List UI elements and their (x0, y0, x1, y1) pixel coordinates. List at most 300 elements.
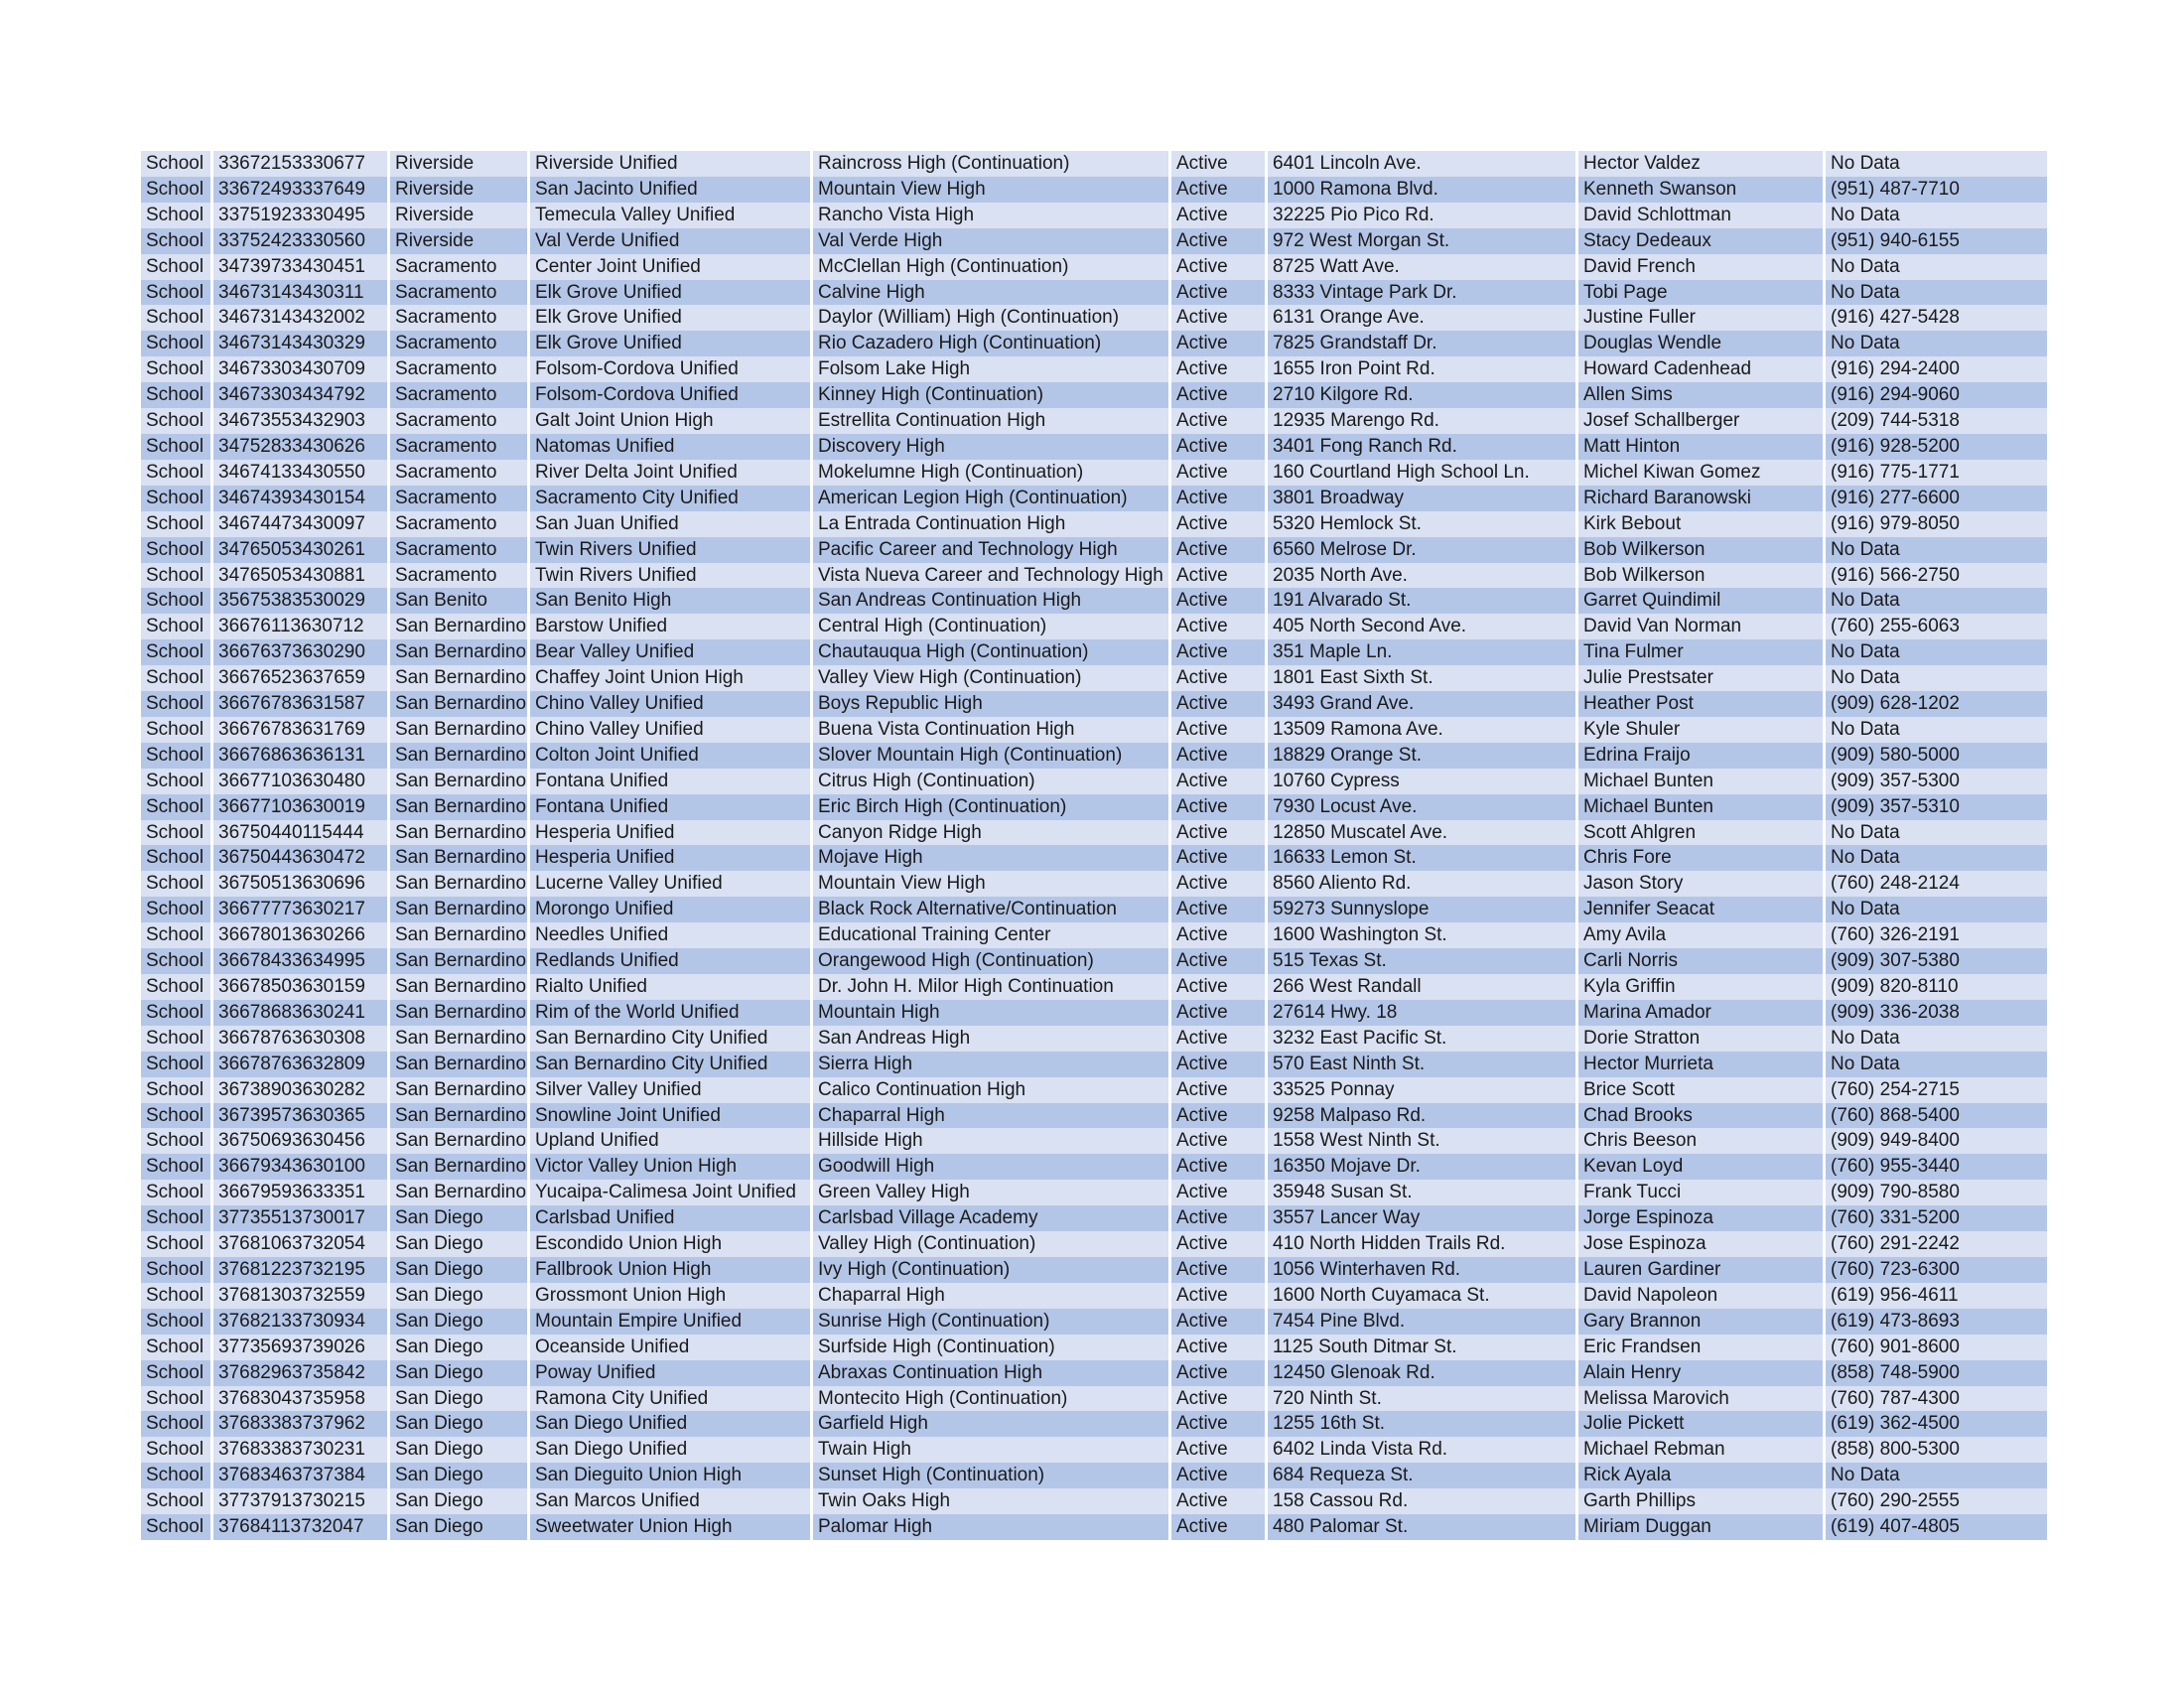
table-row (141, 486, 2047, 511)
contact-name-cell: Rick Ayala (1578, 1463, 1823, 1488)
code-cell: 37684113732047 (213, 1514, 387, 1540)
street-address-cell: 6401 Lincoln Ave. (1268, 151, 1575, 177)
contact-name-cell: Allen Sims (1578, 382, 1823, 408)
school-name-cell: Educational Training Center (813, 922, 1168, 948)
county-cell: San Bernardino (390, 974, 527, 1000)
district-cell: Sacramento City Unified (530, 486, 810, 511)
phone-cell: (619) 407-4805 (1826, 1514, 2047, 1540)
county-cell: San Bernardino (390, 871, 527, 897)
county-cell: San Bernardino (390, 1154, 527, 1180)
type-cell: School (141, 1514, 210, 1540)
status-cell: Active (1171, 177, 1265, 203)
status-cell: Active (1171, 331, 1265, 356)
code-cell: 36677773630217 (213, 897, 387, 922)
street-address-cell: 1000 Ramona Blvd. (1268, 177, 1575, 203)
code-cell: 34765053430881 (213, 563, 387, 589)
type-cell: School (141, 434, 210, 460)
type-cell: School (141, 639, 210, 665)
phone-cell: No Data (1826, 280, 2047, 306)
district-cell: Grossmont Union High (530, 1283, 810, 1309)
code-cell: 36676863636131 (213, 743, 387, 769)
street-address-cell: 405 North Second Ave. (1268, 614, 1575, 639)
street-address-cell: 1801 East Sixth St. (1268, 665, 1575, 691)
status-cell: Active (1171, 614, 1265, 639)
phone-cell: No Data (1826, 1463, 2047, 1488)
status-cell: Active (1171, 1077, 1265, 1103)
code-cell: 34673143430311 (213, 280, 387, 306)
status-cell: Active (1171, 845, 1265, 871)
county-cell: San Diego (390, 1488, 527, 1514)
code-cell: 36678013630266 (213, 922, 387, 948)
status-cell: Active (1171, 1437, 1265, 1463)
code-cell: 36678763632809 (213, 1052, 387, 1077)
county-cell: San Diego (390, 1463, 527, 1488)
contact-name-cell: Matt Hinton (1578, 434, 1823, 460)
street-address-cell: 3801 Broadway (1268, 486, 1575, 511)
district-cell: Rim of the World Unified (530, 1000, 810, 1026)
street-address-cell: 13509 Ramona Ave. (1268, 717, 1575, 743)
code-cell: 36750443630472 (213, 845, 387, 871)
school-name-cell: Mountain High (813, 1000, 1168, 1026)
status-cell: Active (1171, 1514, 1265, 1540)
contact-name-cell: Jose Espinoza (1578, 1231, 1823, 1257)
county-cell: Sacramento (390, 537, 527, 563)
type-cell: School (141, 177, 210, 203)
street-address-cell: 515 Texas St. (1268, 948, 1575, 974)
contact-name-cell: Gary Brannon (1578, 1309, 1823, 1335)
street-address-cell: 6402 Linda Vista Rd. (1268, 1437, 1575, 1463)
school-name-cell: Eric Birch High (Continuation) (813, 794, 1168, 820)
code-cell: 34673143432002 (213, 305, 387, 331)
status-cell: Active (1171, 563, 1265, 589)
contact-name-cell: Chris Fore (1578, 845, 1823, 871)
county-cell: San Bernardino (390, 845, 527, 871)
phone-cell: No Data (1826, 820, 2047, 846)
school-name-cell: Surfside High (Continuation) (813, 1335, 1168, 1360)
district-cell: Twin Rivers Unified (530, 563, 810, 589)
phone-cell: (916) 775-1771 (1826, 460, 2047, 486)
contact-name-cell: Michael Rebman (1578, 1437, 1823, 1463)
code-cell: 34673303430709 (213, 356, 387, 382)
table-row (141, 922, 2047, 948)
school-name-cell: San Andreas High (813, 1026, 1168, 1052)
contact-name-cell: Kevan Loyd (1578, 1154, 1823, 1180)
table-row (141, 1231, 2047, 1257)
county-cell: San Bernardino (390, 1180, 527, 1205)
status-cell: Active (1171, 1463, 1265, 1488)
code-cell: 36739573630365 (213, 1103, 387, 1129)
contact-name-cell: Brice Scott (1578, 1077, 1823, 1103)
table-row (141, 974, 2047, 1000)
county-cell: San Bernardino (390, 1128, 527, 1154)
code-cell: 34752833430626 (213, 434, 387, 460)
contact-name-cell: Jennifer Seacat (1578, 897, 1823, 922)
status-cell: Active (1171, 486, 1265, 511)
table-row (141, 897, 2047, 922)
phone-cell: (760) 254-2715 (1826, 1077, 2047, 1103)
contact-name-cell: Howard Cadenhead (1578, 356, 1823, 382)
status-cell: Active (1171, 1360, 1265, 1386)
county-cell: San Bernardino (390, 769, 527, 794)
table-row (141, 948, 2047, 974)
table-row (141, 1103, 2047, 1129)
code-cell: 37683463737384 (213, 1463, 387, 1488)
street-address-cell: 7825 Grandstaff Dr. (1268, 331, 1575, 356)
street-address-cell: 27614 Hwy. 18 (1268, 1000, 1575, 1026)
type-cell: School (141, 1488, 210, 1514)
phone-cell: No Data (1826, 1052, 2047, 1077)
type-cell: School (141, 665, 210, 691)
district-cell: Natomas Unified (530, 434, 810, 460)
type-cell: School (141, 897, 210, 922)
table-row (141, 1128, 2047, 1154)
phone-cell: (619) 473-8693 (1826, 1309, 2047, 1335)
street-address-cell: 16633 Lemon St. (1268, 845, 1575, 871)
status-cell: Active (1171, 1335, 1265, 1360)
phone-cell: (760) 255-6063 (1826, 614, 2047, 639)
county-cell: Sacramento (390, 356, 527, 382)
code-cell: 36676523637659 (213, 665, 387, 691)
contact-name-cell: Melissa Marovich (1578, 1386, 1823, 1412)
county-cell: Sacramento (390, 511, 527, 537)
code-cell: 34673143430329 (213, 331, 387, 356)
phone-cell: (951) 940-6155 (1826, 228, 2047, 254)
street-address-cell: 480 Palomar St. (1268, 1514, 1575, 1540)
type-cell: School (141, 305, 210, 331)
street-address-cell: 6560 Melrose Dr. (1268, 537, 1575, 563)
table-row (141, 511, 2047, 537)
contact-name-cell: Hector Valdez (1578, 151, 1823, 177)
school-name-cell: Val Verde High (813, 228, 1168, 254)
phone-cell: (760) 787-4300 (1826, 1386, 2047, 1412)
table-row (141, 820, 2047, 846)
district-cell: Poway Unified (530, 1360, 810, 1386)
table-row (141, 743, 2047, 769)
phone-cell: (909) 628-1202 (1826, 691, 2047, 717)
table-row (141, 1026, 2047, 1052)
code-cell: 34739733430451 (213, 254, 387, 280)
street-address-cell: 12935 Marengo Rd. (1268, 408, 1575, 434)
contact-name-cell: Chris Beeson (1578, 1128, 1823, 1154)
district-cell: San Benito High (530, 588, 810, 614)
school-name-cell: Boys Republic High (813, 691, 1168, 717)
status-cell: Active (1171, 769, 1265, 794)
school-name-cell: San Andreas Continuation High (813, 588, 1168, 614)
table-row (141, 563, 2047, 589)
county-cell: San Bernardino (390, 665, 527, 691)
county-cell: Riverside (390, 177, 527, 203)
contact-name-cell: Marina Amador (1578, 1000, 1823, 1026)
status-cell: Active (1171, 691, 1265, 717)
phone-cell: (619) 956-4611 (1826, 1283, 2047, 1309)
phone-cell: No Data (1826, 845, 2047, 871)
code-cell: 34673553432903 (213, 408, 387, 434)
type-cell: School (141, 331, 210, 356)
status-cell: Active (1171, 151, 1265, 177)
code-cell: 33672493337649 (213, 177, 387, 203)
school-name-cell: Folsom Lake High (813, 356, 1168, 382)
school-name-cell: Twain High (813, 1437, 1168, 1463)
contact-name-cell: Miriam Duggan (1578, 1514, 1823, 1540)
status-cell: Active (1171, 1488, 1265, 1514)
type-cell: School (141, 1386, 210, 1412)
type-cell: School (141, 1360, 210, 1386)
school-name-cell: McClellan High (Continuation) (813, 254, 1168, 280)
code-cell: 36678763630308 (213, 1026, 387, 1052)
district-cell: Fallbrook Union High (530, 1257, 810, 1283)
table-row (141, 1077, 2047, 1103)
contact-name-cell: Scott Ahlgren (1578, 820, 1823, 846)
district-cell: Hesperia Unified (530, 845, 810, 871)
school-name-cell: Goodwill High (813, 1154, 1168, 1180)
school-name-cell: Chaparral High (813, 1103, 1168, 1129)
contact-name-cell: Kyla Griffin (1578, 974, 1823, 1000)
school-name-cell: Discovery High (813, 434, 1168, 460)
table-row (141, 769, 2047, 794)
code-cell: 34674473430097 (213, 511, 387, 537)
street-address-cell: 8333 Vintage Park Dr. (1268, 280, 1575, 306)
street-address-cell: 684 Requeza St. (1268, 1463, 1575, 1488)
school-name-cell: Chaparral High (813, 1283, 1168, 1309)
district-cell: Redlands Unified (530, 948, 810, 974)
status-cell: Active (1171, 305, 1265, 331)
type-cell: School (141, 151, 210, 177)
phone-cell: No Data (1826, 537, 2047, 563)
table-row (141, 434, 2047, 460)
contact-name-cell: Tina Fulmer (1578, 639, 1823, 665)
status-cell: Active (1171, 1411, 1265, 1437)
contact-name-cell: Bob Wilkerson (1578, 563, 1823, 589)
table-row (141, 614, 2047, 639)
type-cell: School (141, 254, 210, 280)
code-cell: 36676783631587 (213, 691, 387, 717)
code-cell: 37737913730215 (213, 1488, 387, 1514)
code-cell: 37682963735842 (213, 1360, 387, 1386)
county-cell: San Diego (390, 1386, 527, 1412)
county-cell: San Diego (390, 1231, 527, 1257)
status-cell: Active (1171, 1103, 1265, 1129)
district-cell: Chino Valley Unified (530, 717, 810, 743)
county-cell: Sacramento (390, 280, 527, 306)
county-cell: Riverside (390, 151, 527, 177)
phone-cell: No Data (1826, 639, 2047, 665)
school-name-cell: Daylor (William) High (Continuation) (813, 305, 1168, 331)
school-name-cell: Orangewood High (Continuation) (813, 948, 1168, 974)
street-address-cell: 720 Ninth St. (1268, 1386, 1575, 1412)
county-cell: San Bernardino (390, 794, 527, 820)
type-cell: School (141, 203, 210, 228)
status-cell: Active (1171, 511, 1265, 537)
type-cell: School (141, 614, 210, 639)
status-cell: Active (1171, 871, 1265, 897)
phone-cell: (858) 748-5900 (1826, 1360, 2047, 1386)
phone-cell: (909) 357-5300 (1826, 769, 2047, 794)
phone-cell: (909) 357-5310 (1826, 794, 2047, 820)
code-cell: 36679343630100 (213, 1154, 387, 1180)
street-address-cell: 12450 Glenoak Rd. (1268, 1360, 1575, 1386)
code-cell: 36676373630290 (213, 639, 387, 665)
table-row (141, 691, 2047, 717)
school-name-cell: Slover Mountain High (Continuation) (813, 743, 1168, 769)
county-cell: Riverside (390, 203, 527, 228)
table-row (141, 1180, 2047, 1205)
street-address-cell: 972 West Morgan St. (1268, 228, 1575, 254)
type-cell: School (141, 460, 210, 486)
county-cell: San Benito (390, 588, 527, 614)
school-name-cell: Vista Nueva Career and Technology High (813, 563, 1168, 589)
table-row (141, 639, 2047, 665)
district-cell: Carlsbad Unified (530, 1205, 810, 1231)
school-name-cell: Mojave High (813, 845, 1168, 871)
code-cell: 33672153330677 (213, 151, 387, 177)
type-cell: School (141, 356, 210, 382)
county-cell: San Bernardino (390, 1052, 527, 1077)
contact-name-cell: David Napoleon (1578, 1283, 1823, 1309)
code-cell: 36677103630019 (213, 794, 387, 820)
contact-name-cell: Michel Kiwan Gomez (1578, 460, 1823, 486)
county-cell: Sacramento (390, 486, 527, 511)
school-name-cell: Citrus High (Continuation) (813, 769, 1168, 794)
school-name-cell: Rancho Vista High (813, 203, 1168, 228)
phone-cell: No Data (1826, 897, 2047, 922)
school-name-cell: Mountain View High (813, 177, 1168, 203)
district-cell: Upland Unified (530, 1128, 810, 1154)
table-row (141, 1335, 2047, 1360)
code-cell: 37683383730231 (213, 1437, 387, 1463)
street-address-cell: 1255 16th St. (1268, 1411, 1575, 1437)
county-cell: San Bernardino (390, 639, 527, 665)
phone-cell: No Data (1826, 588, 2047, 614)
code-cell: 37683383737962 (213, 1411, 387, 1437)
table-row (141, 1488, 2047, 1514)
status-cell: Active (1171, 1283, 1265, 1309)
school-name-cell: American Legion High (Continuation) (813, 486, 1168, 511)
county-cell: San Bernardino (390, 948, 527, 974)
street-address-cell: 16350 Mojave Dr. (1268, 1154, 1575, 1180)
phone-cell: (760) 326-2191 (1826, 922, 2047, 948)
status-cell: Active (1171, 280, 1265, 306)
status-cell: Active (1171, 1026, 1265, 1052)
street-address-cell: 59273 Sunnyslope (1268, 897, 1575, 922)
code-cell: 36679593633351 (213, 1180, 387, 1205)
status-cell: Active (1171, 408, 1265, 434)
county-cell: San Diego (390, 1411, 527, 1437)
contact-name-cell: Frank Tucci (1578, 1180, 1823, 1205)
phone-cell: (858) 800-5300 (1826, 1437, 2047, 1463)
county-cell: San Bernardino (390, 1103, 527, 1129)
type-cell: School (141, 537, 210, 563)
district-cell: Ramona City Unified (530, 1386, 810, 1412)
status-cell: Active (1171, 382, 1265, 408)
type-cell: School (141, 563, 210, 589)
phone-cell: (760) 331-5200 (1826, 1205, 2047, 1231)
type-cell: School (141, 1180, 210, 1205)
school-name-cell: Valley High (Continuation) (813, 1231, 1168, 1257)
table-row (141, 408, 2047, 434)
status-cell: Active (1171, 228, 1265, 254)
phone-cell: No Data (1826, 331, 2047, 356)
school-name-cell: Canyon Ridge High (813, 820, 1168, 846)
code-cell: 36678683630241 (213, 1000, 387, 1026)
code-cell: 36678503630159 (213, 974, 387, 1000)
school-name-cell: Green Valley High (813, 1180, 1168, 1205)
district-cell: Escondido Union High (530, 1231, 810, 1257)
county-cell: San Bernardino (390, 743, 527, 769)
district-cell: Folsom-Cordova Unified (530, 382, 810, 408)
status-cell: Active (1171, 356, 1265, 382)
street-address-cell: 1600 North Cuyamaca St. (1268, 1283, 1575, 1309)
school-name-cell: Sierra High (813, 1052, 1168, 1077)
code-cell: 36750440115444 (213, 820, 387, 846)
school-name-cell: Calico Continuation High (813, 1077, 1168, 1103)
contact-name-cell: Michael Bunten (1578, 794, 1823, 820)
table-row (141, 228, 2047, 254)
type-cell: School (141, 794, 210, 820)
contact-name-cell: David Van Norman (1578, 614, 1823, 639)
type-cell: School (141, 228, 210, 254)
district-cell: Galt Joint Union High (530, 408, 810, 434)
phone-cell: (760) 723-6300 (1826, 1257, 2047, 1283)
street-address-cell: 10760 Cypress (1268, 769, 1575, 794)
type-cell: School (141, 1411, 210, 1437)
contact-name-cell: Amy Avila (1578, 922, 1823, 948)
district-cell: Silver Valley Unified (530, 1077, 810, 1103)
status-cell: Active (1171, 460, 1265, 486)
phone-cell: No Data (1826, 151, 2047, 177)
phone-cell: (760) 248-2124 (1826, 871, 2047, 897)
district-cell: Rialto Unified (530, 974, 810, 1000)
street-address-cell: 33525 Ponnay (1268, 1077, 1575, 1103)
county-cell: San Diego (390, 1283, 527, 1309)
code-cell: 37682133730934 (213, 1309, 387, 1335)
contact-name-cell: Chad Brooks (1578, 1103, 1823, 1129)
table-row (141, 1283, 2047, 1309)
table-row (141, 1386, 2047, 1412)
phone-cell: (760) 290-2555 (1826, 1488, 2047, 1514)
code-cell: 33752423330560 (213, 228, 387, 254)
school-name-cell: Kinney High (Continuation) (813, 382, 1168, 408)
status-cell: Active (1171, 1231, 1265, 1257)
contact-name-cell: Hector Murrieta (1578, 1052, 1823, 1077)
county-cell: Sacramento (390, 563, 527, 589)
county-cell: San Bernardino (390, 820, 527, 846)
street-address-cell: 5320 Hemlock St. (1268, 511, 1575, 537)
phone-cell: No Data (1826, 203, 2047, 228)
district-cell: San Juan Unified (530, 511, 810, 537)
district-cell: Riverside Unified (530, 151, 810, 177)
phone-cell: (909) 307-5380 (1826, 948, 2047, 974)
school-name-cell: Sunrise High (Continuation) (813, 1309, 1168, 1335)
contact-name-cell: Edrina Fraijo (1578, 743, 1823, 769)
county-cell: San Diego (390, 1437, 527, 1463)
street-address-cell: 160 Courtland High School Ln. (1268, 460, 1575, 486)
school-name-cell: Montecito High (Continuation) (813, 1386, 1168, 1412)
school-name-cell: Mokelumne High (Continuation) (813, 460, 1168, 486)
code-cell: 37683043735958 (213, 1386, 387, 1412)
school-name-cell: Calvine High (813, 280, 1168, 306)
status-cell: Active (1171, 743, 1265, 769)
county-cell: San Bernardino (390, 897, 527, 922)
phone-cell: (916) 928-5200 (1826, 434, 2047, 460)
school-name-cell: Twin Oaks High (813, 1488, 1168, 1514)
street-address-cell: 1558 West Ninth St. (1268, 1128, 1575, 1154)
district-cell: San Jacinto Unified (530, 177, 810, 203)
street-address-cell: 191 Alvarado St. (1268, 588, 1575, 614)
status-cell: Active (1171, 203, 1265, 228)
code-cell: 34674133430550 (213, 460, 387, 486)
table-row (141, 588, 2047, 614)
status-cell: Active (1171, 820, 1265, 846)
